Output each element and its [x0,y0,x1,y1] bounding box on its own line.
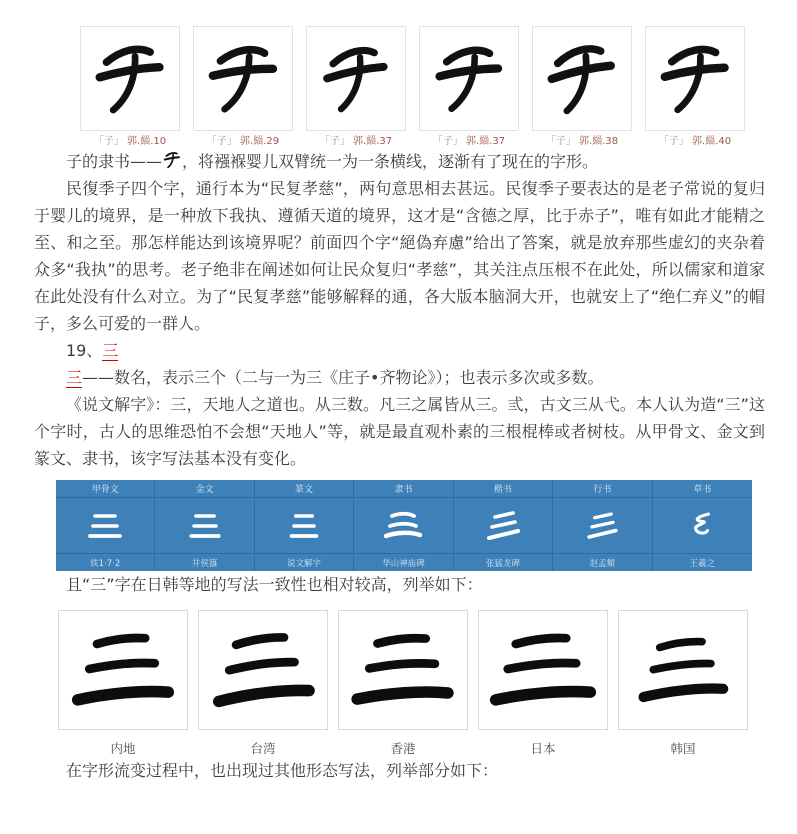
script-source: 华山神庙碑 [354,553,453,571]
san-region-label: 韩国 [670,741,696,756]
zi-calligraphy-image[interactable] [193,26,293,131]
script-source: 铁1·7·2 [56,553,155,571]
caption-char: 「子」 [319,136,350,147]
caption-source-link[interactable]: 郭.緇.29 [240,136,280,147]
zi-slip-figure [80,26,180,148]
script-header: 金文 [155,480,254,498]
caption-char: 「子」 [658,136,689,147]
zi-slip-caption [193,136,293,148]
san-region-figure [478,610,608,757]
caption-char: 「子」 [206,136,237,147]
caption-source-link[interactable]: 郭.緇.10 [127,136,167,147]
zi-slip-caption [532,136,632,148]
zi-calligraphy-image[interactable] [419,26,519,131]
caption-char: 「子」 [93,136,124,147]
zi-slip-figure [532,26,632,148]
caption-char: 「子」 [545,136,576,147]
san-glyph-lishu [354,498,453,553]
zi-slip-caption [645,136,745,148]
caption-source-link[interactable]: 郭.緇.40 [692,136,732,147]
script-header: 草书 [653,480,752,498]
san-region-figure [618,610,748,757]
san-glyph-kaishu [454,498,553,553]
san-region-figure [198,610,328,757]
san-region-image[interactable] [478,610,608,730]
zi-slip-figure [193,26,293,148]
zi-slip-gallery [80,26,765,148]
script-header: 甲骨文 [56,480,155,498]
zi-calligraphy-image[interactable] [645,26,745,131]
zi-slip-caption [80,136,180,148]
script-source: 赵孟頫 [553,553,652,571]
paragraph-lishu-after: ，将襁褓婴儿双臂统一为一条横线，逐渐有了现在的字形。 [182,152,599,171]
san-script-evolution-table[interactable] [56,480,752,571]
caption-source-link[interactable]: 郭.緇.37 [353,136,393,147]
san-region-label: 香港 [390,741,416,756]
san-region-image[interactable] [58,610,188,730]
san-glyph-jinwen [155,498,254,553]
section-number: 19、 [66,341,103,360]
san-region-gallery [58,610,765,757]
zi-calligraphy-image[interactable] [306,26,406,131]
san-glyph-jiaguwen [56,498,155,553]
san-region-label: 内地 [110,741,136,756]
san-glyph-caoshu [653,498,752,553]
san-glyph-xingshu [553,498,652,553]
caption-source-link[interactable]: 郭.緇.38 [579,136,619,147]
san-region-label: 日本 [530,741,556,756]
script-source: 说文解字 [255,553,354,571]
script-header: 楷书 [454,480,553,498]
zi-calligraphy-image[interactable] [532,26,632,131]
zi-slip-caption [419,136,519,148]
caption-source-link[interactable]: 郭.緇.37 [466,136,506,147]
san-region-image[interactable] [618,610,748,730]
paragraph-shuowen: 《说文解字》：三，天地人之道也。从三数。凡三之属皆从三。弎，古文三从弋。本人认为造“三”这个字时，古人的思维恐怕不会想“天地人”等，就是最直观朴素的三根棍棒或者树枝。从甲骨文、金文到篆文、隶书，该字写法基本没有变化。 [34,395,765,468]
script-header: 隶书 [354,480,453,498]
san-definition-text: ——数名，表示三个（二与一为三《庄子•齐物论》）；也表示多次或多数。 [82,368,604,387]
section-heading-19 [34,337,765,364]
san-region-figure [58,610,188,757]
paragraph-san-definition [34,364,765,391]
lishu-zi-inline-image [162,149,182,171]
san-character-link[interactable]: 三 [66,368,83,387]
zi-calligraphy-image[interactable] [80,26,180,131]
san-region-image[interactable] [338,610,468,730]
zi-slip-figure [419,26,519,148]
script-source: 张猛龙碑 [454,553,553,571]
paragraph-lishu-before: 子的隶书—— [66,152,163,171]
paragraph-other-forms-intro: 在字形流变过程中，也出现过其他形态写法，列举部分如下： [66,761,499,780]
paragraph-minfujizi: 民復季子四个字，通行本为“民复孝慈”，两句意思相去甚远。民復季子要表达的是老子常说的复归于婴儿的境界，是一种放下我执、遵循天道的境界，这才是“含德之厚，比于赤子”，唯有如此才能精之至、和之至。那怎样能达到该境界呢？前面四个字“絕偽弃慮”给出了答案，就是放弃那些虚幻的夹杂着众多“我执”的思考。老子绝非在阐述如何让民众复归“孝慈”，其关注点压根不在此处，所以儒家和道家在此处没有什么对立。为了“民复孝慈”能够解释的通，各大版本脑洞大开，也就安上了“绝仁弃义”的帽子，多么可爱的一群人。 [34,179,765,333]
san-glyph-zhuanwen [255,498,354,553]
paragraph-lishu [34,148,765,175]
caption-char: 「子」 [432,136,463,147]
script-source: 王羲之 [653,553,752,571]
script-header: 篆文 [255,480,354,498]
san-region-label: 台湾 [250,741,276,756]
san-region-figure [338,610,468,757]
san-region-image[interactable] [198,610,328,730]
zi-slip-figure [306,26,406,148]
zi-slip-caption [306,136,406,148]
zi-slip-figure [645,26,745,148]
script-header: 行书 [553,480,652,498]
script-source: 井侯簋 [155,553,254,571]
san-character-link[interactable]: 三 [102,341,119,360]
paragraph-regions-intro: 且“三”字在日韩等地的写法一致性也相对较高，列举如下： [66,575,483,594]
